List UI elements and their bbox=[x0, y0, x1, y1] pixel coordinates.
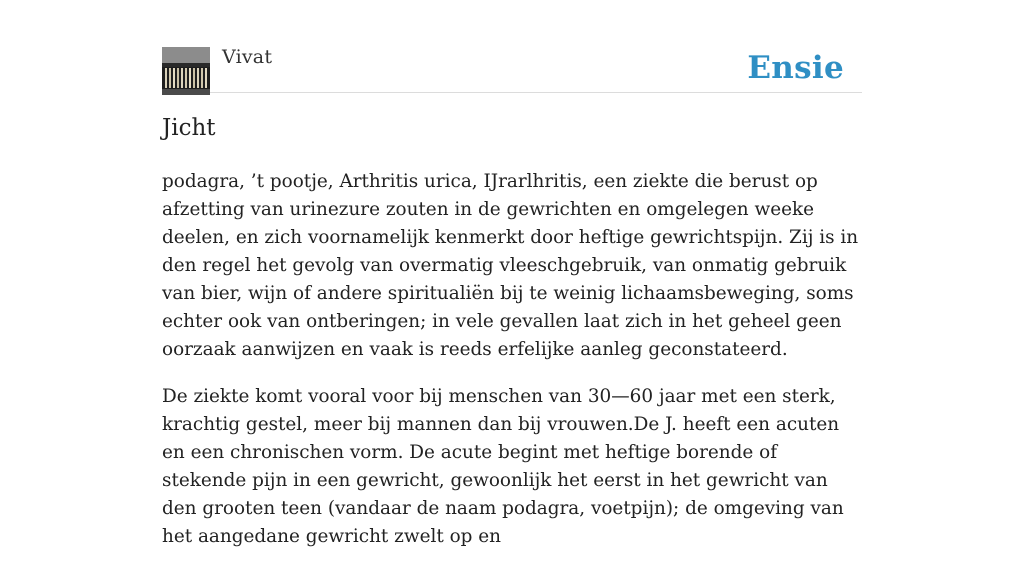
bookshelf-avatar-icon bbox=[162, 47, 210, 95]
ensie-logo[interactable]: Ensie bbox=[747, 50, 844, 86]
article-body bbox=[162, 168, 862, 570]
source-name[interactable]: Vivat bbox=[222, 46, 273, 68]
article-title: Jicht bbox=[162, 115, 216, 141]
article-header bbox=[162, 0, 862, 93]
article-paragraph: podagra, ’t pootje, Arthritis urica, IJrarlhritis, een ziekte die berust op afzetting van urinezure zouten in de gewrichten en omgelegen weeke deelen, en zich voornamelijk kenmerkt door heftige gewrichtspijn. Zij is in den regel het gevolg van overmatig vleeschgebruik, van onmatig gebruik van bier, wijn of andere spiritualiën bij te weinig lichaamsbeweging, soms echter ook van ontberingen; in vele gevallen laat zich in het geheel geen oorzaak aanwijzen en vaak is reeds erfelijke aanleg geconstateerd. bbox=[162, 171, 859, 360]
article-page bbox=[162, 0, 862, 547]
source-avatar[interactable] bbox=[162, 47, 210, 95]
article-paragraph: De ziekte komt vooral voor bij menschen van 30—60 jaar met een sterk, krachtig gestel, meer bij mannen dan bij vrouwen.De J. heeft een acuten en een chronischen vorm. De acute begint met heftige borende of stekende pijn in een gewricht, gewoonlijk het eerst in het gewricht van den grooten teen (vandaar de naam podagra, voetpijn); de omgeving van het aangedane gewricht zwelt op en bbox=[162, 386, 844, 547]
